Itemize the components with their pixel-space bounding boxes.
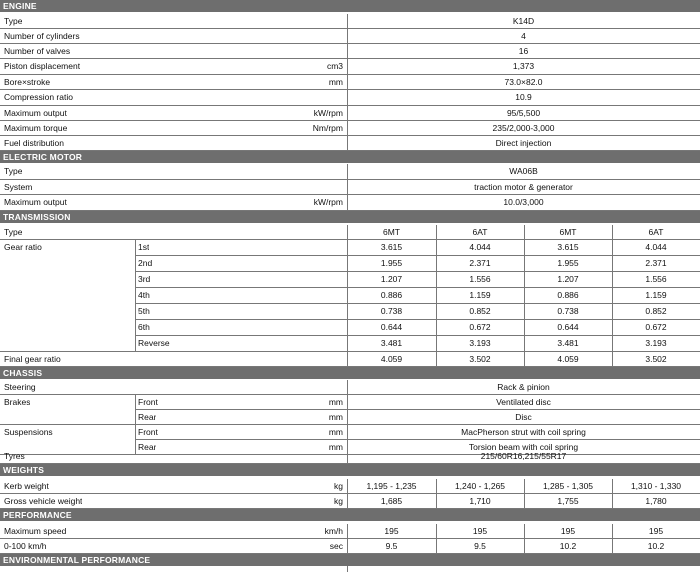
gear-name: 4th: [138, 290, 150, 300]
spec-value: 3.193: [645, 338, 667, 348]
spec-value: 6MT: [383, 227, 400, 237]
spec-value: 4: [521, 31, 526, 41]
spec-value: 10.0/3,000: [503, 197, 544, 207]
sub-label: Rear: [138, 442, 157, 452]
column-divider: [347, 288, 348, 303]
column-divider: [524, 494, 525, 508]
column-divider: [347, 136, 348, 150]
column-divider: [436, 304, 437, 319]
weights-row: [0, 479, 700, 494]
spec-label: Kerb weight: [4, 481, 49, 491]
unit-label: kg: [334, 481, 343, 491]
gear-row: [135, 304, 700, 320]
column-divider: [347, 14, 348, 28]
spec-value: 9.5: [474, 541, 486, 551]
engine-row: [0, 136, 700, 151]
engine-row: [0, 44, 700, 59]
spec-value: 4.044: [469, 242, 491, 252]
column-divider: [347, 121, 348, 135]
gear-name: 6th: [138, 322, 150, 332]
column-divider: [436, 336, 437, 352]
column-divider: [347, 336, 348, 352]
engine-row: [0, 59, 700, 75]
spec-value: 16: [518, 46, 529, 56]
column-divider: [347, 75, 348, 89]
spec-value: 10.9: [515, 92, 532, 102]
column-divider: [524, 320, 525, 335]
section-header-weights: WEIGHTS: [0, 464, 700, 476]
spec-label: Final gear ratio: [4, 354, 61, 364]
column-divider: [436, 479, 437, 493]
spec-value: 0.852: [469, 306, 491, 316]
unit-label: mm: [328, 412, 343, 422]
column-divider: [347, 164, 348, 179]
tyres-row: [0, 449, 700, 464]
column-divider: [436, 225, 437, 239]
spec-value: Ventilated disc: [496, 397, 551, 407]
gear-name: Reverse: [138, 338, 170, 348]
spec-value: 1,373: [512, 61, 535, 71]
gear-name: 5th: [138, 306, 150, 316]
spec-value: 4.059: [380, 354, 403, 364]
column-divider: [347, 106, 348, 120]
brakes-block: [0, 395, 700, 425]
column-divider: [524, 479, 525, 493]
spec-value: 10.2: [647, 541, 665, 551]
spec-value: 195: [472, 526, 488, 536]
column-divider: [612, 494, 613, 508]
spec-label: Maximum output: [4, 108, 67, 118]
column-divider: [347, 425, 348, 439]
spec-label: Maximum torque: [4, 123, 68, 133]
spec-value: 1.207: [380, 274, 403, 284]
engine-row: [0, 75, 700, 90]
transmission-type-row: [0, 225, 700, 240]
spec-label: System: [4, 182, 33, 192]
unit-label: kg: [334, 496, 343, 506]
spec-value: 1,240 - 1,265: [454, 481, 506, 491]
spec-value: 1,195 - 1,235: [366, 481, 417, 491]
engine-row: [0, 14, 700, 29]
engine-row: [0, 121, 700, 136]
spec-value: 0.738: [380, 306, 403, 316]
gear-name: 3rd: [138, 274, 151, 284]
sub-label: Rear: [138, 412, 157, 422]
spec-value: Rack & pinion: [497, 382, 550, 392]
unit-label: kW/rpm: [313, 108, 343, 118]
engine-row: [0, 29, 700, 44]
column-divider: [612, 240, 613, 255]
column-divider: [347, 44, 348, 58]
section-header-electric-motor: ELECTRIC MOTOR: [0, 151, 700, 163]
spec-label: Number of cylinders: [4, 31, 80, 41]
spec-label: Compression ratio: [4, 92, 73, 102]
column-divider: [524, 272, 525, 287]
performance-row: [0, 539, 700, 554]
column-divider: [347, 479, 348, 493]
column-divider: [436, 288, 437, 303]
column-divider: [612, 272, 613, 287]
spec-value: 10.2: [559, 541, 577, 551]
spec-value: 0.644: [380, 322, 403, 332]
spec-value: MacPherson strut with coil spring: [461, 427, 586, 437]
section-header-chassis: CHASSIS: [0, 367, 700, 379]
final-gear-row: [0, 352, 700, 367]
column-divider: [347, 304, 348, 319]
unit-label: Nm/rpm: [312, 123, 343, 133]
spec-value: 1,710: [469, 496, 491, 506]
spec-value: 6AT: [472, 227, 488, 237]
spec-value: 3.193: [469, 338, 491, 348]
column-divider: [347, 395, 348, 409]
gear-row: [135, 272, 700, 288]
column-divider: [612, 352, 613, 366]
spec-value: 0.852: [645, 306, 667, 316]
unit-label: sec: [329, 541, 343, 551]
column-divider: [612, 539, 613, 553]
performance-row: [0, 524, 700, 539]
spec-value: 0.886: [557, 290, 579, 300]
column-divider: [347, 180, 348, 194]
gear-row: [135, 256, 700, 272]
spec-label: Gross vehicle weight: [4, 496, 83, 506]
unit-label: km/h: [324, 526, 343, 536]
column-divider: [347, 256, 348, 271]
steering-row: [0, 380, 700, 395]
column-divider: [436, 240, 437, 255]
spec-value: 0.672: [645, 322, 667, 332]
section-header-performance: PERFORMANCE: [0, 509, 700, 521]
gear-row: [135, 336, 700, 352]
column-divider: [347, 59, 348, 74]
column-divider: [524, 256, 525, 271]
spec-label: Maximum speed: [4, 526, 67, 536]
column-divider: [612, 479, 613, 493]
spec-value: 4.044: [645, 242, 667, 252]
electric-motor-row: [0, 164, 700, 180]
electric-motor-row: [0, 195, 700, 211]
spec-value: 3.502: [469, 354, 491, 364]
spec-value: 1.955: [557, 258, 579, 268]
spec-value: 3.502: [645, 354, 667, 364]
column-divider: [347, 195, 348, 210]
column-divider: [436, 494, 437, 508]
column-divider: [524, 539, 525, 553]
spec-value: 235/2,000-3,000: [492, 123, 555, 133]
spec-label: Piston displacement: [4, 61, 81, 71]
column-divider: [524, 288, 525, 303]
environmental-row: [0, 566, 700, 572]
engine-row: [0, 90, 700, 106]
spec-value: 3.615: [380, 242, 403, 252]
gear-row: [135, 288, 700, 304]
section-header-engine: ENGINE: [0, 0, 700, 12]
gear-name: 1st: [138, 242, 150, 252]
spec-value: 1.159: [469, 290, 491, 300]
column-divider: [612, 524, 613, 538]
spec-value: 0.672: [469, 322, 491, 332]
spec-value: Torsion beam with coil spring: [468, 442, 579, 452]
column-divider: [347, 240, 348, 255]
spec-value: 1,755: [557, 496, 579, 506]
sub-row: [135, 410, 700, 425]
column-divider: [347, 539, 348, 553]
spec-value: 215/60R16,215/55R17: [480, 451, 567, 461]
column-divider: [524, 524, 525, 538]
sub-row: [135, 395, 700, 410]
spec-value: 0.738: [557, 306, 579, 316]
weights-row: [0, 494, 700, 509]
unit-label: mm: [328, 442, 343, 452]
spec-value: 195: [384, 526, 399, 536]
gear-ratio-block: [0, 240, 700, 352]
column-divider: [524, 225, 525, 239]
engine-row: [0, 106, 700, 121]
spec-value: 3.481: [557, 338, 579, 348]
column-divider: [347, 566, 348, 572]
spec-value: 3.481: [380, 338, 403, 348]
column-divider: [347, 352, 348, 366]
spec-value: 1.955: [380, 258, 403, 268]
spec-value: 2.371: [469, 258, 491, 268]
column-divider: [436, 524, 437, 538]
sub-row: [135, 425, 700, 440]
column-divider: [612, 225, 613, 239]
spec-value: 73.0×82.0: [504, 77, 543, 87]
column-divider: [524, 240, 525, 255]
column-divider: [436, 539, 437, 553]
spec-value: 1,780: [645, 496, 667, 506]
column-divider: [612, 336, 613, 352]
unit-label: mm: [328, 427, 343, 437]
column-divider: [347, 272, 348, 287]
column-divider: [436, 352, 437, 366]
spec-label: Maximum output: [4, 197, 67, 207]
spec-label: Tyres: [4, 451, 25, 461]
spec-value: 1,310 - 1,330: [630, 481, 682, 491]
spec-value: WA06B: [509, 166, 538, 176]
spec-value: traction motor & generator: [474, 182, 573, 192]
spec-value: 0.644: [557, 322, 579, 332]
unit-label: kW/rpm: [313, 197, 343, 207]
spec-value: 1.556: [469, 274, 491, 284]
spec-value: K14D: [512, 16, 535, 26]
spec-label: Suspensions: [4, 427, 53, 437]
spec-label: Brakes: [4, 397, 31, 407]
gear-row: [135, 320, 700, 336]
column-divider: [612, 256, 613, 271]
column-divider: [347, 380, 348, 394]
electric-motor-row: [0, 180, 700, 195]
spec-value: 195: [560, 526, 576, 536]
spec-label: 0-100 km/h: [4, 541, 47, 551]
column-divider: [436, 320, 437, 335]
column-divider: [347, 524, 348, 538]
column-divider: [347, 494, 348, 508]
column-divider: [612, 288, 613, 303]
section-header-transmission: TRANSMISSION: [0, 211, 700, 223]
spec-label: Gear ratio: [4, 242, 42, 252]
sub-label: Front: [138, 427, 158, 437]
spec-value: 3.615: [557, 242, 579, 252]
spec-value: 6AT: [648, 227, 664, 237]
spec-value: 6MT: [559, 227, 577, 237]
spec-value: 1,685: [380, 496, 403, 506]
spec-value: Disc: [515, 412, 532, 422]
unit-label: cm3: [326, 61, 343, 71]
unit-label: mm: [328, 397, 343, 407]
spec-label: Type: [4, 166, 23, 176]
column-divider: [612, 320, 613, 335]
spec-value: 9.5: [385, 541, 398, 551]
column-divider: [347, 410, 348, 425]
column-divider: [524, 304, 525, 319]
column-divider: [347, 320, 348, 335]
column-divider: [524, 352, 525, 366]
spec-value: 4.059: [557, 354, 579, 364]
column-divider: [347, 225, 348, 239]
spec-label: Steering: [4, 382, 36, 392]
spec-label: Type: [4, 227, 23, 237]
spec-value: 1.207: [557, 274, 579, 284]
gear-name: 2nd: [138, 258, 153, 268]
column-divider: [347, 29, 348, 43]
column-divider: [347, 90, 348, 105]
sub-label: Front: [138, 397, 158, 407]
column-divider: [347, 449, 348, 463]
spec-label: Fuel distribution: [4, 138, 65, 148]
spec-value: 0.886: [380, 290, 403, 300]
spec-value: 2.371: [645, 258, 667, 268]
spec-label: Number of valves: [4, 46, 71, 56]
column-divider: [436, 272, 437, 287]
spec-value: 95/5,500: [506, 108, 541, 118]
spec-label: Bore×stroke: [4, 77, 51, 87]
spec-value: 195: [648, 526, 664, 536]
spec-value: 1,285 - 1,305: [542, 481, 594, 491]
column-divider: [524, 336, 525, 352]
gear-row: [135, 240, 700, 256]
spec-value: Direct injection: [495, 138, 552, 148]
spec-label: Type: [4, 16, 23, 26]
section-header-environmental: ENVIRONMENTAL PERFORMANCE: [0, 554, 700, 566]
spec-value: 1.556: [645, 274, 667, 284]
column-divider: [436, 256, 437, 271]
spec-value: 1.159: [645, 290, 667, 300]
unit-label: mm: [328, 77, 343, 87]
column-divider: [612, 304, 613, 319]
